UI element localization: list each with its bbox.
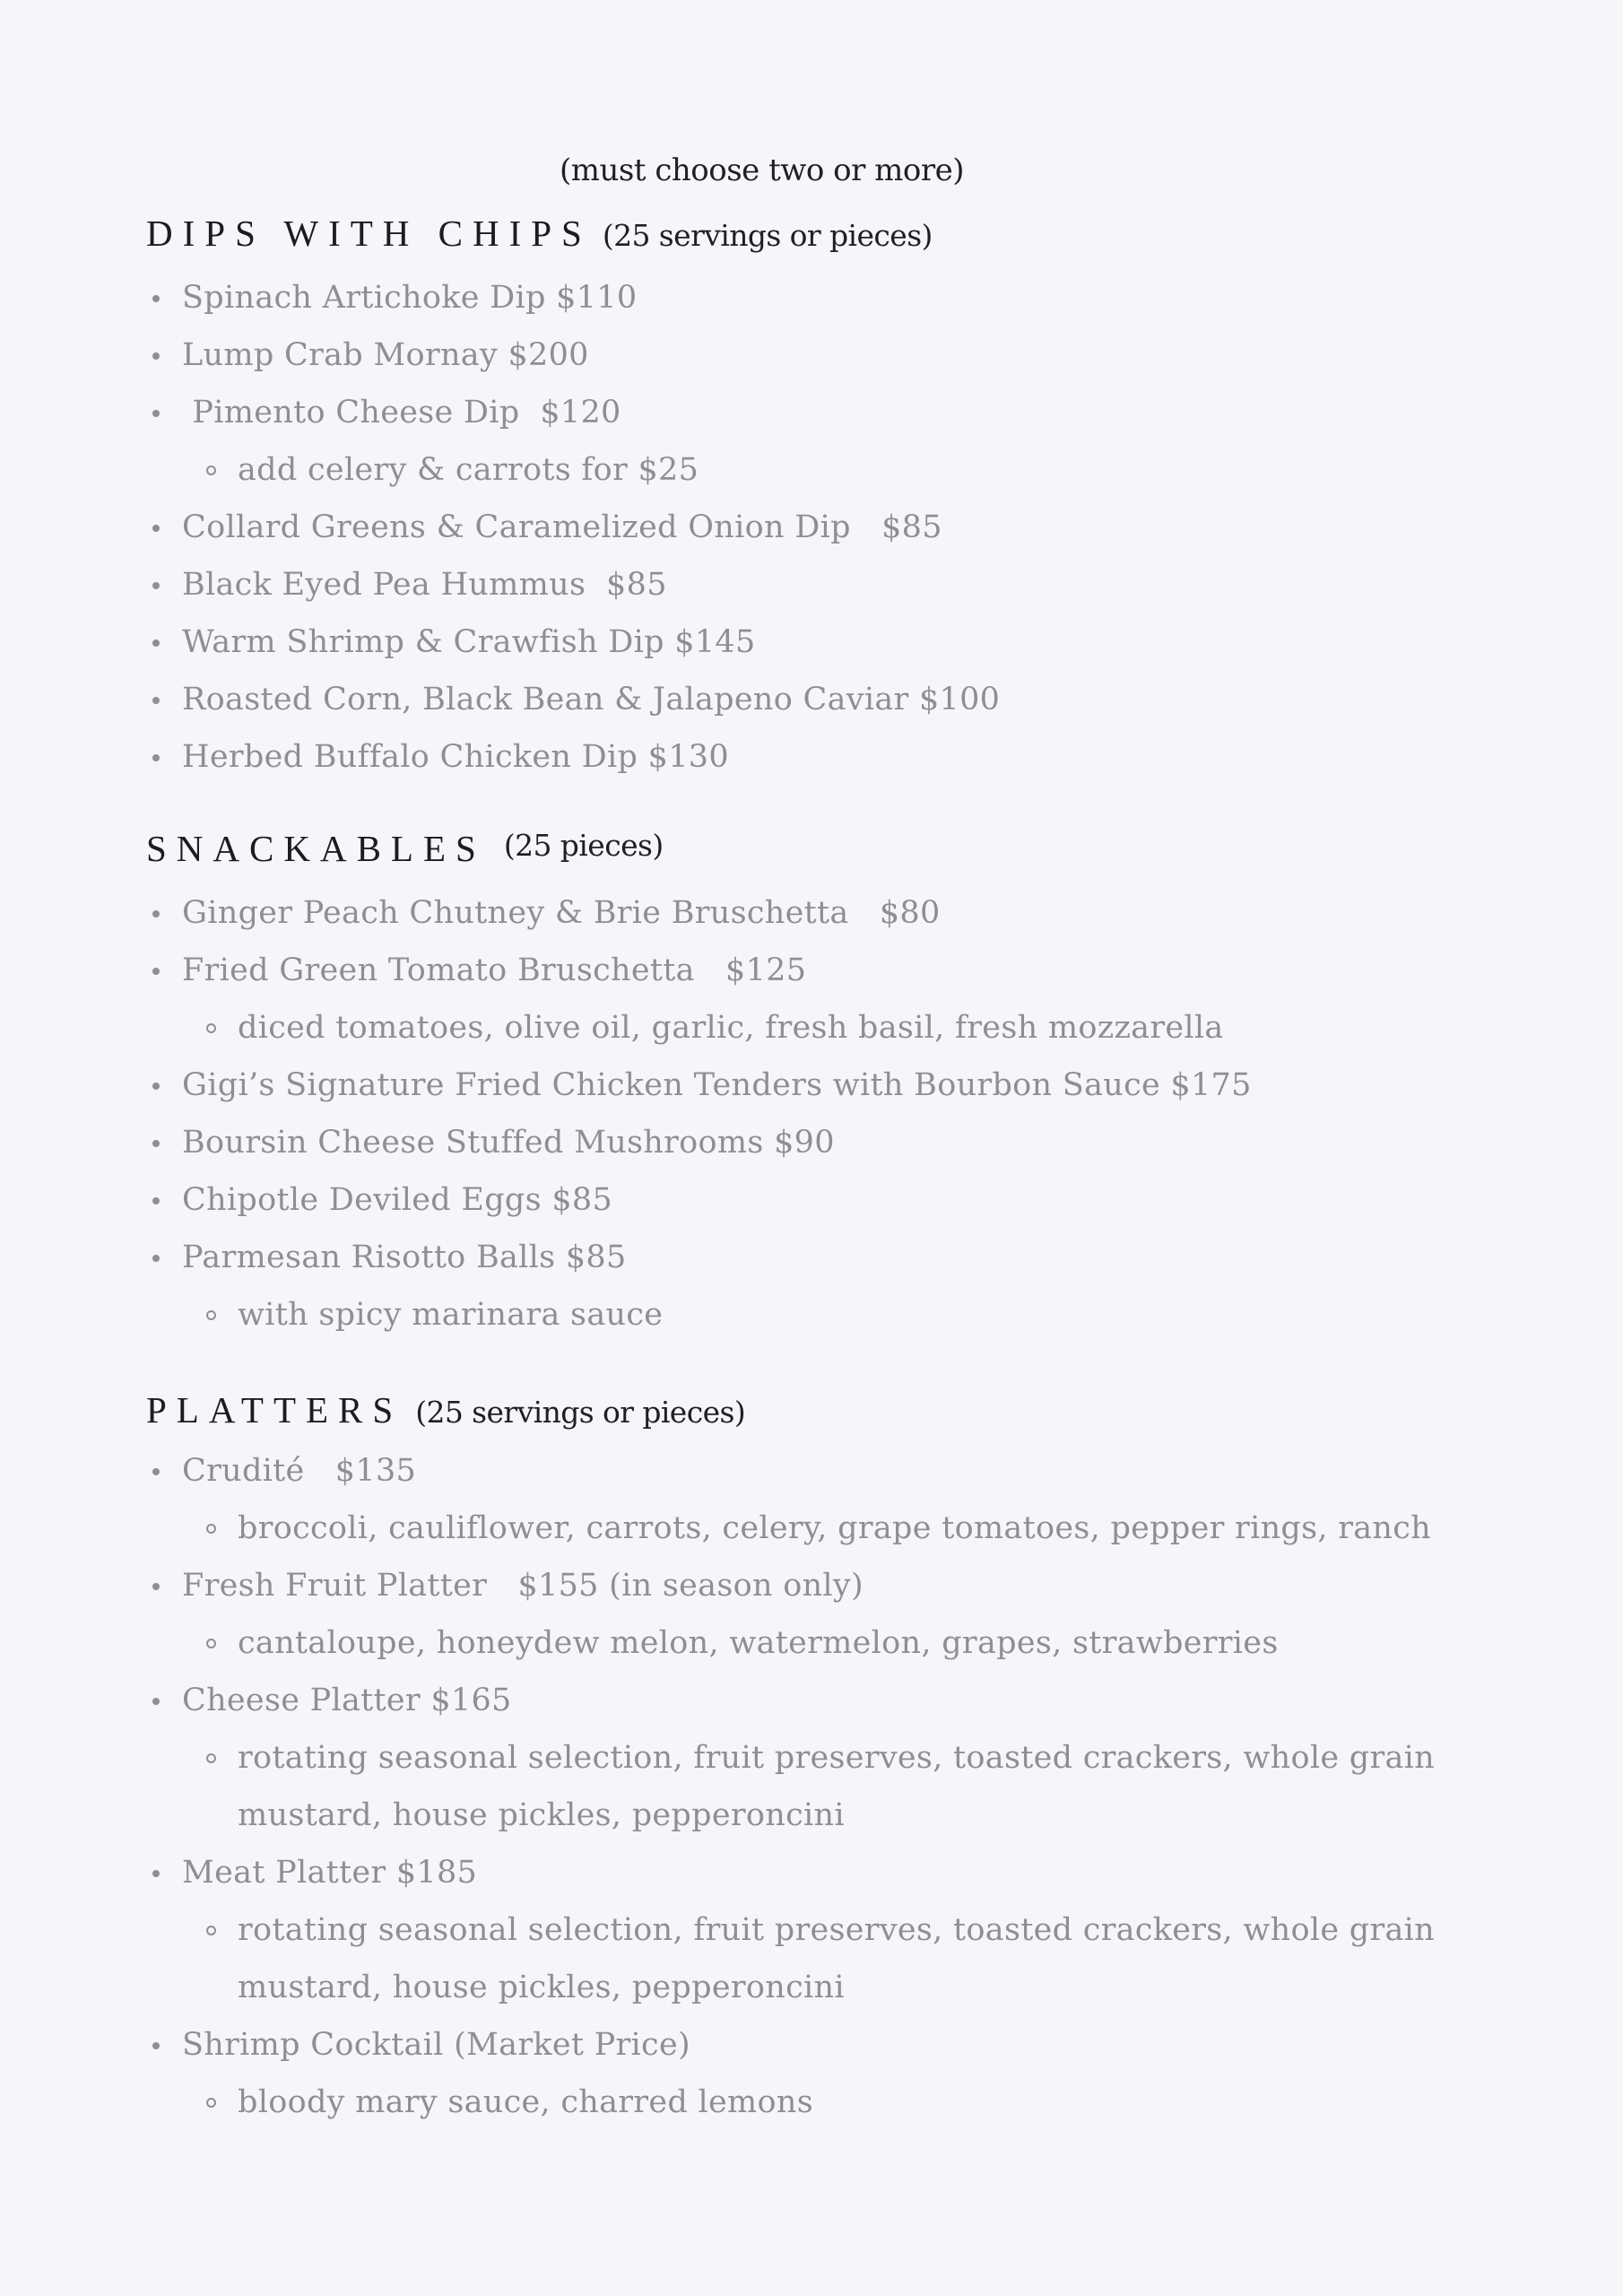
section-title: SNACKABLES bbox=[146, 828, 486, 869]
item-list bbox=[146, 1442, 1491, 2131]
item-list bbox=[146, 269, 1491, 786]
section-dips-with-chips bbox=[146, 212, 1491, 786]
menu-item: Roasted Corn, Black Bean & Jalapeno Caviar $100 bbox=[146, 671, 1491, 728]
menu-item: Boursin Cheese Stuffed Mushrooms $90 bbox=[146, 1114, 1491, 1171]
section-subtitle: (25 pieces) bbox=[503, 828, 664, 863]
menu-item-detail: add celery & carrots for $25 bbox=[146, 441, 1455, 499]
menu-item-detail: rotating seasonal selection, fruit preserves, toasted crackers, whole grain mustard, house pickles, pepperoncini bbox=[146, 1729, 1446, 1844]
section-snackables bbox=[146, 827, 1491, 1344]
section-header bbox=[146, 827, 1491, 884]
section-title: PLATTERS bbox=[146, 1389, 404, 1431]
menu-item: Gigi’s Signature Fried Chicken Tenders with Bourbon Sauce $175 bbox=[146, 1057, 1491, 1114]
section-subtitle: (25 servings or pieces) bbox=[602, 218, 933, 253]
section-header bbox=[146, 212, 1491, 269]
menu-item: Spinach Artichoke Dip $110 bbox=[146, 269, 1491, 326]
menu-item-detail: bloody mary sauce, charred lemons bbox=[146, 2074, 1455, 2131]
menu-item: Parmesan Risotto Balls $85 bbox=[146, 1229, 1491, 1286]
menu-item: Meat Platter $185 bbox=[146, 1844, 1491, 1901]
menu-item: Shrimp Cocktail (Market Price) bbox=[146, 2016, 1491, 2074]
menu-item: Fresh Fruit Platter $155 (in season only) bbox=[146, 1557, 1491, 1614]
menu-item: Ginger Peach Chutney & Brie Bruschetta $80 bbox=[146, 884, 1491, 942]
menu-item-detail: diced tomatoes, olive oil, garlic, fresh basil, fresh mozzarella bbox=[146, 999, 1455, 1057]
section-platters bbox=[146, 1388, 1491, 2131]
menu-item: Chipotle Deviled Eggs $85 bbox=[146, 1171, 1491, 1229]
menu-item: Fried Green Tomato Bruschetta $125 bbox=[146, 942, 1491, 999]
menu-item-detail: with spicy marinara sauce bbox=[146, 1286, 1455, 1344]
section-subtitle: (25 servings or pieces) bbox=[415, 1395, 746, 1430]
menu-item: Collard Greens & Caramelized Onion Dip $85 bbox=[146, 499, 1491, 556]
menu-item-detail: cantaloupe, honeydew melon, watermelon, grapes, strawberries bbox=[146, 1614, 1455, 1672]
section-header bbox=[146, 1388, 1491, 1446]
menu-item: Black Eyed Pea Hummus $85 bbox=[146, 556, 1491, 613]
menu-item: Warm Shrimp & Crawfish Dip $145 bbox=[146, 613, 1491, 671]
menu-item-detail: rotating seasonal selection, fruit preserves, toasted crackers, whole grain mustard, house pickles, pepperoncini bbox=[146, 1901, 1446, 2016]
menu-item: Herbed Buffalo Chicken Dip $130 bbox=[146, 728, 1491, 786]
menu-item: Lump Crab Mornay $200 bbox=[146, 326, 1491, 384]
menu-item-detail: broccoli, cauliflower, carrots, celery, grape tomatoes, pepper rings, ranch bbox=[146, 1500, 1455, 1557]
item-list bbox=[146, 884, 1491, 1344]
menu-item: Pimento Cheese Dip $120 bbox=[146, 384, 1491, 441]
menu-item: Crudité $135 bbox=[146, 1442, 1491, 1500]
menu-item: Cheese Platter $165 bbox=[146, 1672, 1491, 1729]
section-title: DIPS WITH CHIPS bbox=[146, 213, 592, 254]
selection-note: (must choose two or more) bbox=[560, 152, 964, 188]
